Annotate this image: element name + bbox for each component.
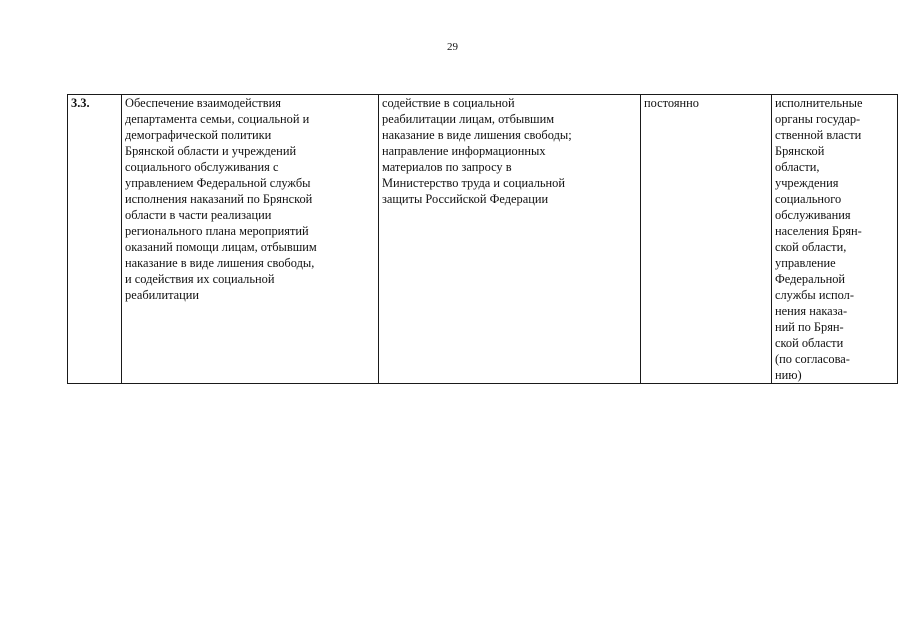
- deadline-cell: постоянно: [641, 95, 772, 384]
- measure-description-cell: Обеспечение взаимодействия департамента семьи, социальной и демографической политики Брянской области и учреждений социального обслуживания с управлением Федеральной службы исполнения наказаний по Брянской области в части реализации регионального плана мероприятий оказаний помощи лицам, отбывшим наказание в виде лишения свободы, и содействия их социальной реабилитации: [122, 95, 379, 384]
- page-number: 29: [447, 41, 458, 53]
- measures-table: [67, 94, 898, 384]
- item-number-cell: 3.3.: [68, 95, 122, 384]
- responsible-executors-cell: исполнительные органы государ- ственной власти Брянской области, учреждения социального обслуживания населения Брян- ской области, управление Федеральной службы испол- нения наказа- ний по Брян- ской области (по согласова- нию): [772, 95, 898, 384]
- table-row: [68, 95, 898, 384]
- expected-result-cell: содействие в социальной реабилитации лицам, отбывшим наказание в виде лишения свободы; направление информационных материалов по запросу в Министерство труда и социальной защиты Российской Федерации: [379, 95, 641, 384]
